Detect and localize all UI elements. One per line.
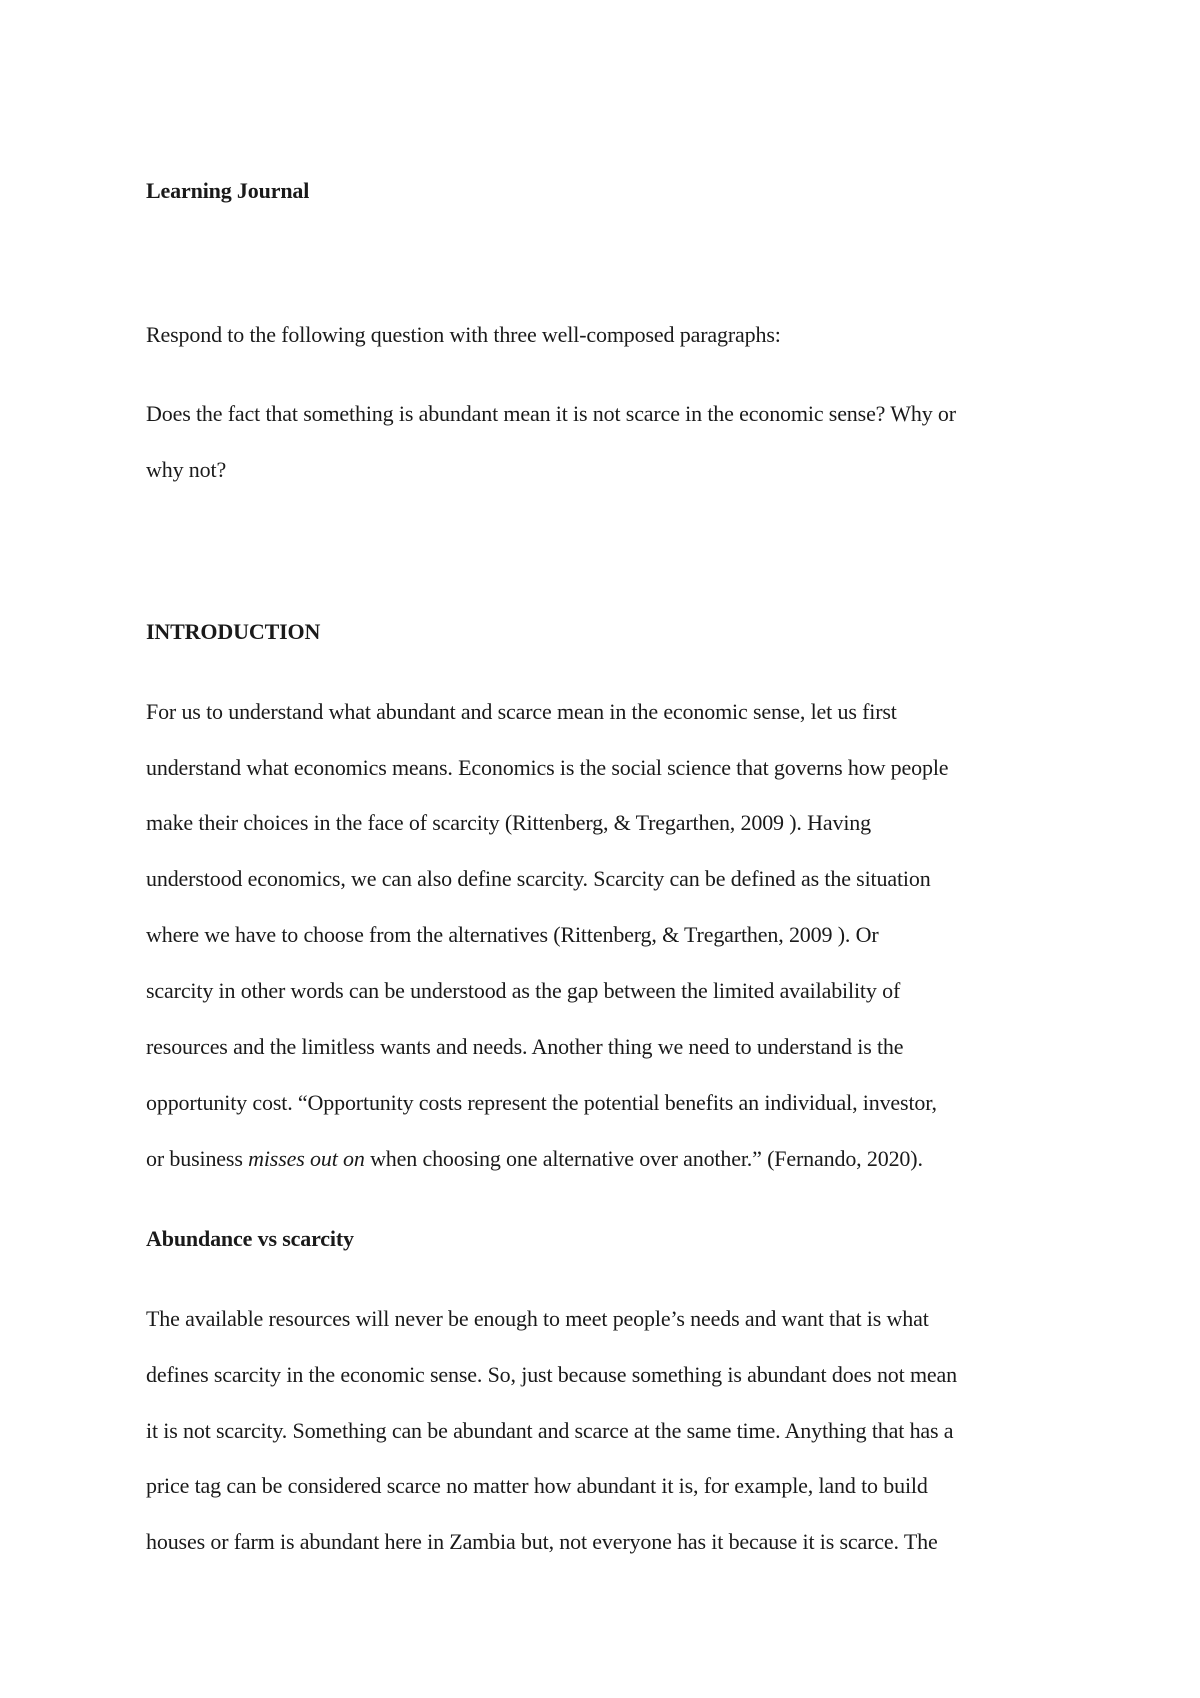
abundance-line: it is not scarcity. Something can be abundant and scarce at the same time. Anything that has a (146, 1418, 954, 1443)
prompt-question-line: why not? (146, 457, 227, 482)
introduction-line: understand what economics means. Economics is the social science that governs how people (146, 755, 949, 780)
abundance-heading: Abundance vs scarcity (146, 1226, 354, 1251)
introduction-line: understood economics, we can also define scarcity. Scarcity can be defined as the situation (146, 866, 931, 891)
abundance-line: houses or farm is abundant here in Zambia but, not everyone has it because it is scarce. The (146, 1529, 938, 1554)
introduction-line: make their choices in the face of scarcity (Rittenberg, & Tregarthen, 2009 ). Having (146, 810, 871, 835)
prompt-question-line: Does the fact that something is abundant mean it is not scarce in the economic sense? Why or (146, 401, 956, 426)
prompt-instruction: Respond to the following question with three well-composed paragraphs: (146, 322, 781, 347)
introduction-heading: INTRODUCTION (146, 619, 321, 644)
introduction-line: resources and the limitless wants and needs. Another thing we need to understand is the (146, 1034, 904, 1059)
document-title: Learning Journal (146, 178, 310, 203)
introduction-line: scarcity in other words can be understood as the gap between the limited availability of (146, 978, 901, 1003)
introduction-line: opportunity cost. “Opportunity costs represent the potential benefits an individual, investor, (146, 1090, 937, 1115)
introduction-last-line (146, 1145, 923, 1173)
introduction-line: For us to understand what abundant and scarce mean in the economic sense, let us first (146, 699, 897, 724)
introduction-line: where we have to choose from the alternatives (Rittenberg, & Tregarthen, 2009 ). Or (146, 922, 879, 947)
abundance-line: The available resources will never be enough to meet people’s needs and want that is what (146, 1306, 929, 1331)
abundance-line: defines scarcity in the economic sense. So, just because something is abundant does not mean (146, 1362, 957, 1387)
introduction-text-after-italic: when choosing one alternative over another.” (Fernando, 2020). (364, 1146, 923, 1171)
introduction-text-before-italic: or business (146, 1146, 249, 1171)
abundance-line: price tag can be considered scarce no matter how abundant it is, for example, land to build (146, 1473, 928, 1498)
introduction-italic-phrase: misses out on (248, 1146, 365, 1171)
